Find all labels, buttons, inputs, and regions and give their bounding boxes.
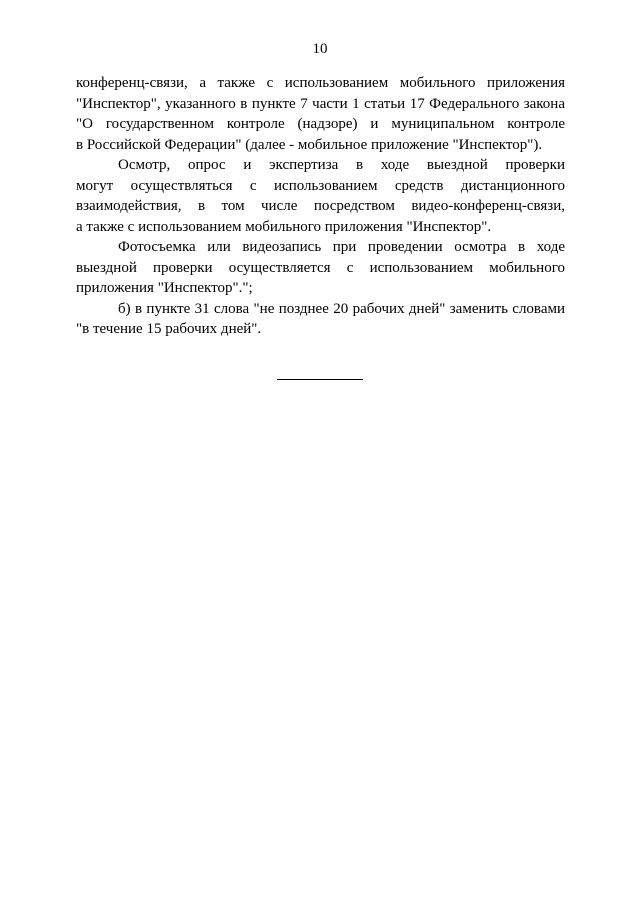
document-body (76, 73, 565, 340)
text-line: Фотосъемка или видеозапись при проведении осмотра в ходе (118, 239, 565, 255)
text-line: могут осуществляться с использованием средств дистанционного (76, 177, 565, 194)
text-line: "О государственном контроле (надзоре) и муниципальном контроле (76, 116, 565, 132)
text-line: б) в пункте 31 слова "не позднее 20 рабочих дней" заменить словами (118, 300, 565, 317)
paragraph-4 (76, 299, 565, 340)
text-line: в Российской Федерации" (далее - мобильное приложение "Инспектор"). (76, 136, 543, 153)
text-line: "в течение 15 рабочих дней". (76, 321, 262, 337)
paragraph-1 (76, 73, 565, 155)
text-line: конференц-связи, а также с использованием мобильного приложения (76, 75, 565, 91)
text-line: выездной проверки осуществляется с использованием мобильного (76, 259, 565, 276)
text-line: Осмотр, опрос и экспертиза в ходе выездной проверки (118, 157, 565, 173)
page-number: 10 (312, 41, 328, 57)
paragraph-3 (76, 237, 565, 299)
text-line: "Инспектор", указанного в пункте 7 части 1 статьи 17 Федерального закона (76, 95, 565, 112)
paragraph-2 (76, 155, 565, 237)
text-line: а также с использованием мобильного приложения "Инспектор". (76, 218, 492, 235)
text-line: приложения "Инспектор"."; (76, 280, 253, 296)
end-divider-line (277, 379, 363, 380)
text-line: взаимодействия, в том числе посредством видео-конференц-связи, (76, 198, 565, 214)
